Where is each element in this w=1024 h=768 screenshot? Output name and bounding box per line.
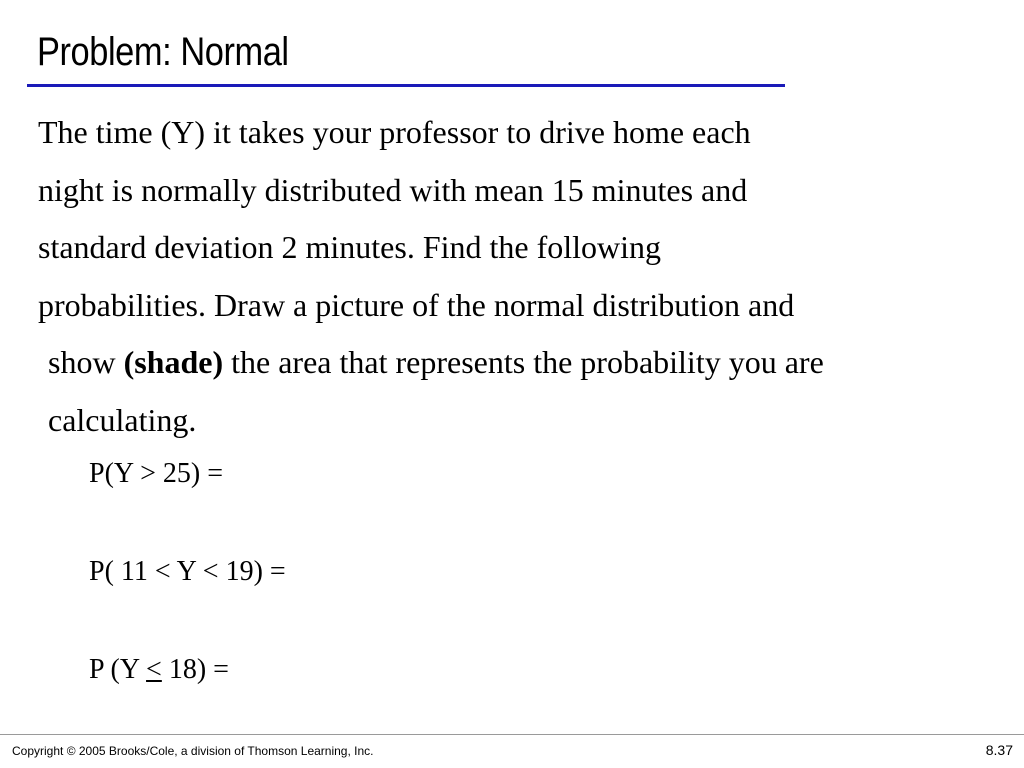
statement-line-6: calculating. — [48, 401, 197, 438]
question-3 — [89, 646, 229, 694]
copyright-notice: Copyright © 2005 Brooks/Cole, a division of Thomson Learning, Inc. — [12, 744, 374, 758]
question-1: P(Y > 25) = — [89, 458, 223, 489]
less-equal-symbol: < — [146, 654, 162, 685]
statement-line-4: probabilities. Draw a picture of the normal distribution and — [38, 286, 795, 323]
question-2: P( 11 < Y < 19) = — [89, 556, 286, 587]
statement-line-1: The time (Y) it takes your professor to drive home each — [38, 114, 751, 150]
statement-line-5-end: the area that represents the probability you are — [223, 344, 824, 380]
statement-line-3: standard deviation 2 minutes. Find the following — [38, 229, 662, 265]
problem-statement — [38, 104, 824, 449]
slide-title: Problem: Normal — [37, 30, 289, 74]
question-3-start: P (Y — [89, 654, 147, 685]
statement-line-5-start: show — [48, 344, 124, 380]
shade-emphasis: (shade) — [123, 344, 224, 380]
question-3-end: 18) = — [161, 654, 229, 685]
statement-line-5 — [38, 334, 824, 392]
footer-divider — [0, 734, 1024, 735]
title-underline — [27, 84, 785, 87]
statement-line-2: night is normally distributed with mean 15 minutes and — [38, 171, 748, 208]
page-number: 8.37 — [985, 742, 1013, 758]
